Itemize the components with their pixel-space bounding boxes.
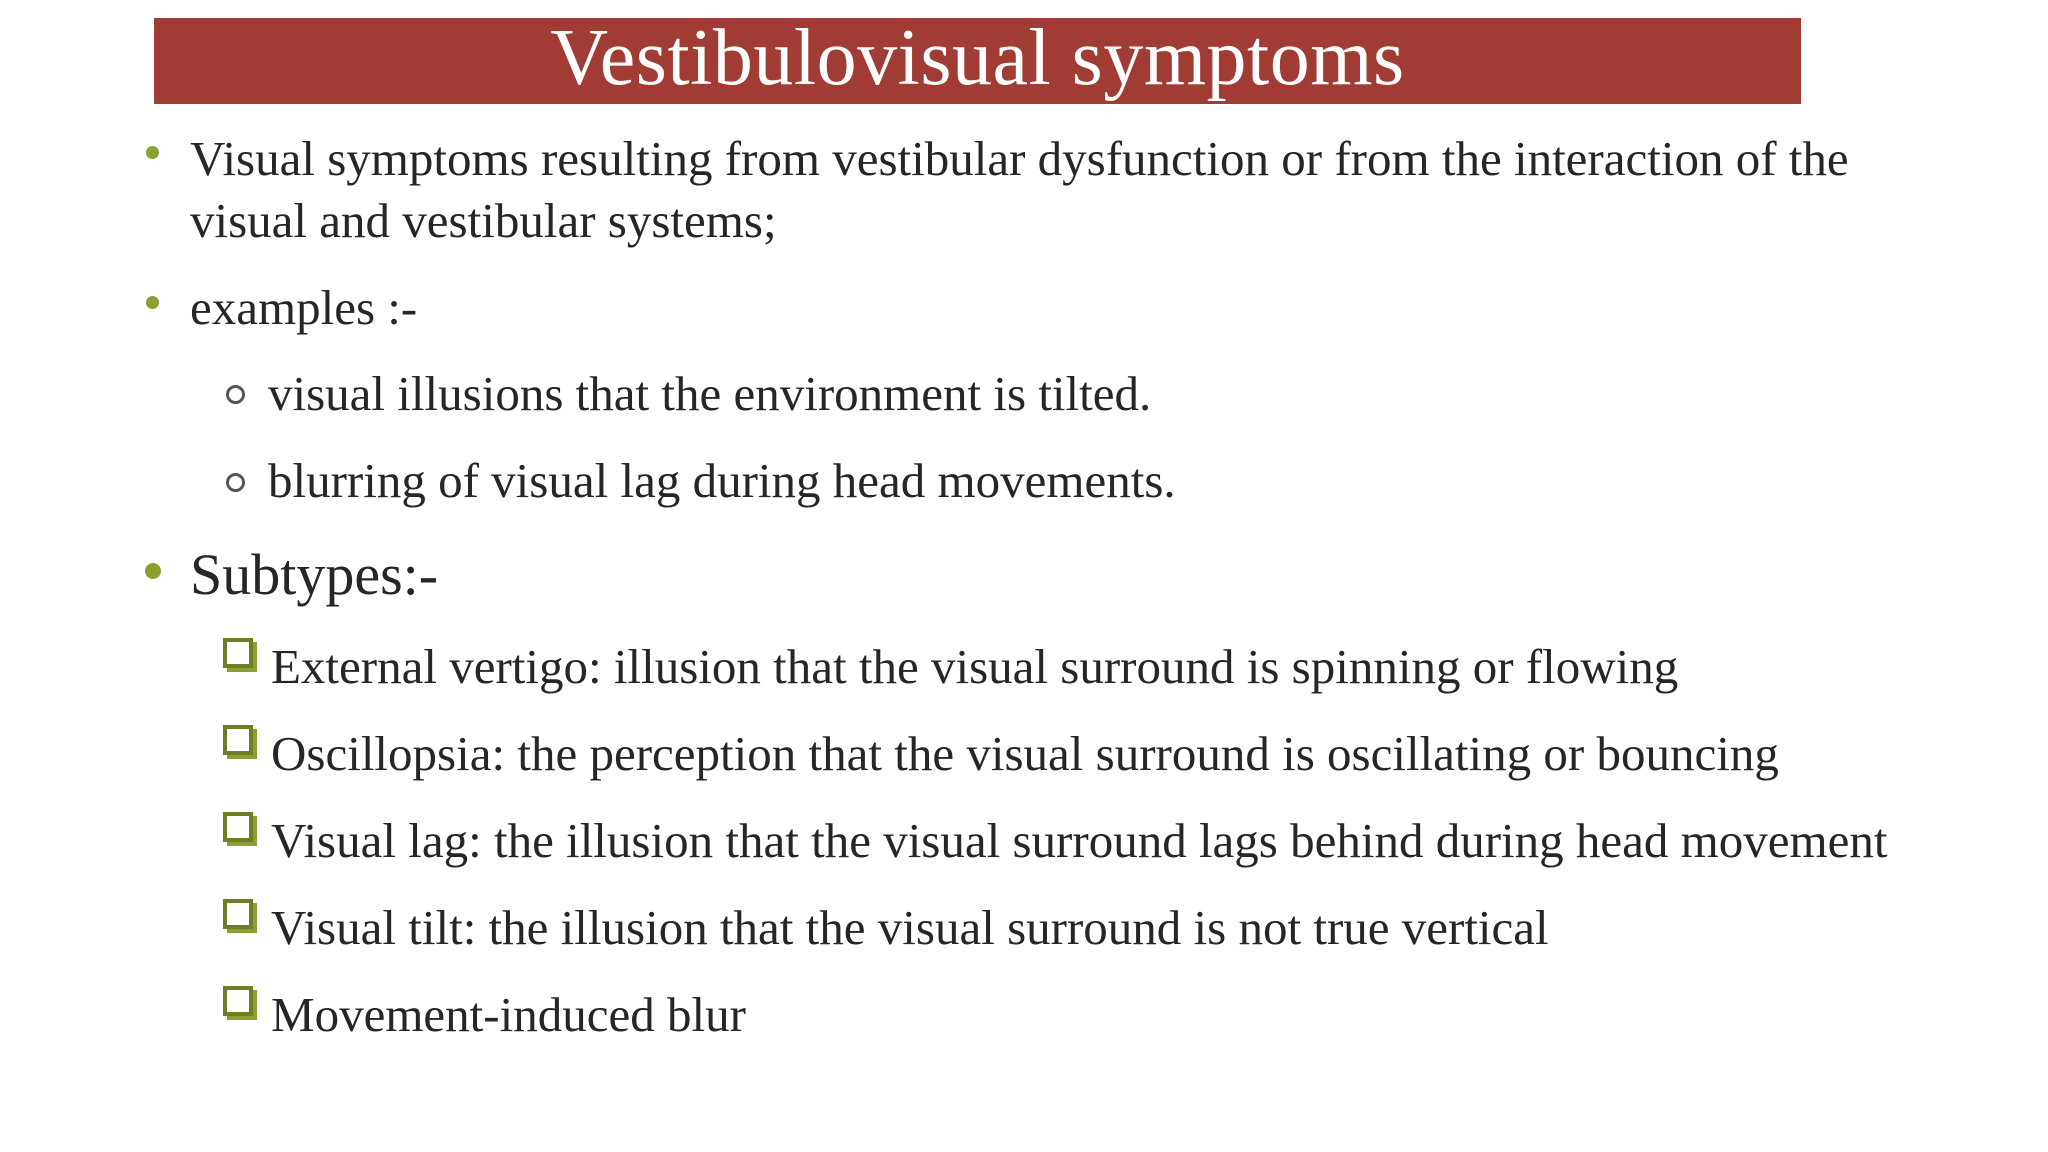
slide-title-bar bbox=[154, 14, 1801, 104]
subtype-item-5: Movement-induced blur bbox=[271, 987, 746, 1042]
checkbox-icon bbox=[223, 986, 253, 1016]
example-item-2: blurring of visual lag during head movements. bbox=[268, 453, 1176, 508]
subtype-item-3: Visual lag: the illusion that the visual surround lags behind during head movement bbox=[271, 813, 1888, 868]
example-item-1: visual illusions that the environment is tilted. bbox=[268, 366, 1152, 421]
bullet-dot-icon bbox=[146, 296, 159, 309]
slide-title: Vestibulovisual symptoms bbox=[550, 14, 1405, 102]
checkbox-icon bbox=[223, 725, 253, 755]
checkbox-icon bbox=[223, 812, 253, 842]
subtype-item-1: External vertigo: illusion that the visual surround is spinning or flowing bbox=[271, 639, 1679, 694]
subtype-item-2: Oscillopsia: the perception that the visual surround is oscillating or bouncing bbox=[271, 726, 1779, 781]
circle-bullet-icon bbox=[226, 385, 245, 404]
bullet-dot-icon bbox=[145, 563, 161, 579]
bullet-2-text: examples :- bbox=[190, 280, 418, 335]
checkbox-icon bbox=[223, 638, 253, 668]
bullet-1-line-1: Visual symptoms resulting from vestibular dysfunction or from the interaction of the bbox=[190, 131, 1849, 186]
bullet-3-text: Subtypes:- bbox=[190, 542, 439, 607]
subtype-item-4: Visual tilt: the illusion that the visual surround is not true vertical bbox=[271, 900, 1549, 955]
bullet-dot-icon bbox=[146, 146, 159, 159]
circle-bullet-icon bbox=[226, 473, 245, 492]
checkbox-icon bbox=[223, 899, 253, 929]
bullet-1-line-2: visual and vestibular systems; bbox=[190, 193, 777, 248]
